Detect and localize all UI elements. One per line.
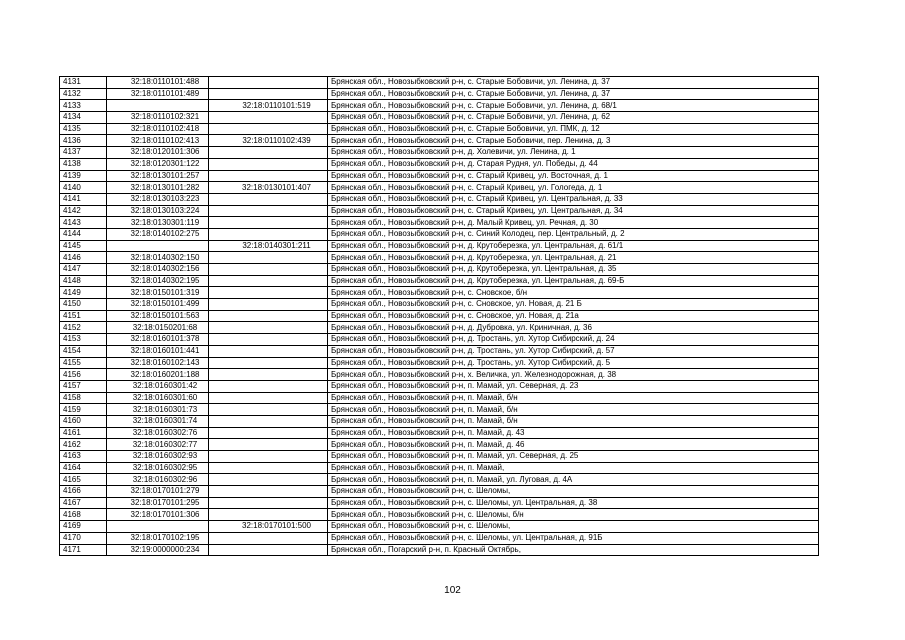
cadastral-number-cell: 32:18:0160301:42: [107, 380, 209, 392]
cadastral-number-cell: 32:18:0160302:76: [107, 427, 209, 439]
address-cell: Брянская обл., Новозыбковский р-н, с. Старые Бобовичи, ул. Ленина, д. 62: [328, 112, 819, 124]
row-number-cell: 4165: [60, 474, 107, 486]
related-cadastral-number-cell: [209, 77, 328, 89]
cadastral-number-cell: 32:18:0120101:306: [107, 147, 209, 159]
address-cell: Брянская обл., Погарский р-н, п. Красный Октябрь,: [328, 544, 819, 556]
address-cell: Брянская обл., Новозыбковский р-н, п. Мамай, ул. Северная, д. 25: [328, 451, 819, 463]
cadastral-number-cell: 32:18:0170101:295: [107, 497, 209, 509]
cadastral-table: [59, 76, 819, 556]
row-number-cell: 4167: [60, 497, 107, 509]
address-cell: Брянская обл., Новозыбковский р-н, с. Старый Кривец, ул. Центральная, д. 33: [328, 193, 819, 205]
cadastral-number-cell: 32:18:0150201:68: [107, 322, 209, 334]
address-cell: Брянская обл., Новозыбковский р-н, д. Малый Кривец, ул. Речная, д. 30: [328, 217, 819, 229]
row-number-cell: 4171: [60, 544, 107, 556]
cadastral-number-cell: 32:18:0160302:95: [107, 462, 209, 474]
related-cadastral-number-cell: [209, 205, 328, 217]
table-row: [60, 112, 819, 124]
row-number-cell: 4166: [60, 486, 107, 498]
table-row: [60, 474, 819, 486]
table-row: [60, 299, 819, 311]
related-cadastral-number-cell: [209, 252, 328, 264]
cadastral-number-cell: 32:18:0160301:74: [107, 415, 209, 427]
cadastral-number-cell: 32:18:0150101:499: [107, 299, 209, 311]
row-number-cell: 4168: [60, 509, 107, 521]
address-cell: Брянская обл., Новозыбковский р-н, с. Шеломы, б/н: [328, 509, 819, 521]
row-number-cell: 4152: [60, 322, 107, 334]
related-cadastral-number-cell: [209, 123, 328, 135]
table-row: [60, 182, 819, 194]
cadastral-number-cell: 32:18:0160301:60: [107, 392, 209, 404]
table-row: [60, 404, 819, 416]
related-cadastral-number-cell: [209, 310, 328, 322]
address-cell: Брянская обл., Новозыбковский р-н, с. Сновское, б/н: [328, 287, 819, 299]
cadastral-number-cell: 32:18:0170101:279: [107, 486, 209, 498]
address-cell: Брянская обл., Новозыбковский р-н, с. Старые Бобовичи, ул. ПМК, д. 12: [328, 123, 819, 135]
cadastral-number-cell: [107, 240, 209, 252]
address-cell: Брянская обл., Новозыбковский р-н, п. Мамай, б/н: [328, 415, 819, 427]
table-row: [60, 123, 819, 135]
address-cell: Брянская обл., Новозыбковский р-н, д. Крутоберезка, ул. Центральная, д. 21: [328, 252, 819, 264]
related-cadastral-number-cell: [209, 392, 328, 404]
address-cell: Брянская обл., Новозыбковский р-н, п. Мамай,: [328, 462, 819, 474]
row-number-cell: 4143: [60, 217, 107, 229]
row-number-cell: 4158: [60, 392, 107, 404]
related-cadastral-number-cell: [209, 451, 328, 463]
table-row: [60, 439, 819, 451]
related-cadastral-number-cell: [209, 147, 328, 159]
row-number-cell: 4131: [60, 77, 107, 89]
row-number-cell: 4160: [60, 415, 107, 427]
related-cadastral-number-cell: [209, 439, 328, 451]
row-number-cell: 4148: [60, 275, 107, 287]
cadastral-number-cell: 32:18:0130301:119: [107, 217, 209, 229]
row-number-cell: 4137: [60, 147, 107, 159]
address-cell: Брянская обл., Новозыбковский р-н, с. Старые Бобовичи, пер. Ленина, д. 3: [328, 135, 819, 147]
related-cadastral-number-cell: 32:18:0140301:211: [209, 240, 328, 252]
related-cadastral-number-cell: [209, 462, 328, 474]
cadastral-number-cell: 32:18:0160101:378: [107, 334, 209, 346]
row-number-cell: 4147: [60, 264, 107, 276]
related-cadastral-number-cell: [209, 264, 328, 276]
address-cell: Брянская обл., Новозыбковский р-н, п. Мамай, ул. Северная, д. 23: [328, 380, 819, 392]
address-cell: Брянская обл., Новозыбковский р-н, п. Мамай, б/н: [328, 404, 819, 416]
table-row: [60, 462, 819, 474]
table-row: [60, 240, 819, 252]
address-cell: Брянская обл., Новозыбковский р-н, д. Старая Рудня, ул. Победы, д. 44: [328, 158, 819, 170]
table-row: [60, 170, 819, 182]
related-cadastral-number-cell: [209, 217, 328, 229]
address-cell: Брянская обл., Новозыбковский р-н, д. Тростань, ул. Хутор Сибирский, д. 24: [328, 334, 819, 346]
table-row: [60, 509, 819, 521]
address-cell: Брянская обл., Новозыбковский р-н, с. Синий Колодец, пер. Центральный, д. 2: [328, 228, 819, 240]
table-row: [60, 193, 819, 205]
related-cadastral-number-cell: [209, 544, 328, 556]
related-cadastral-number-cell: [209, 275, 328, 287]
table-row: [60, 521, 819, 533]
row-number-cell: 4159: [60, 404, 107, 416]
cadastral-number-cell: 32:18:0140302:195: [107, 275, 209, 287]
cadastral-number-cell: 32:18:0140302:156: [107, 264, 209, 276]
address-cell: Брянская обл., Новозыбковский р-н, с. Шеломы,: [328, 521, 819, 533]
address-cell: Брянская обл., Новозыбковский р-н, с. Старые Бобовичи, ул. Ленина, д. 37: [328, 77, 819, 89]
row-number-cell: 4139: [60, 170, 107, 182]
table-row: [60, 544, 819, 556]
cadastral-number-cell: 32:18:0150101:563: [107, 310, 209, 322]
row-number-cell: 4154: [60, 345, 107, 357]
row-number-cell: 4155: [60, 357, 107, 369]
table-row: [60, 252, 819, 264]
cadastral-number-cell: 32:18:0130101:257: [107, 170, 209, 182]
address-cell: Брянская обл., Новозыбковский р-н, д. Холевичи, ул. Ленина, д. 1: [328, 147, 819, 159]
table-row: [60, 158, 819, 170]
address-cell: Брянская обл., Новозыбковский р-н, х. Величка, ул. Железнодорожная, д. 38: [328, 369, 819, 381]
row-number-cell: 4170: [60, 532, 107, 544]
related-cadastral-number-cell: [209, 404, 328, 416]
address-cell: Брянская обл., Новозыбковский р-н, с. Сновское, ул. Новая, д. 21 Б: [328, 299, 819, 311]
related-cadastral-number-cell: [209, 474, 328, 486]
address-cell: Брянская обл., Новозыбковский р-н, с. Старый Кривец, ул. Восточная, д. 1: [328, 170, 819, 182]
address-cell: Брянская обл., Новозыбковский р-н, д. Крутоберезка, ул. Центральная, д. 61/1: [328, 240, 819, 252]
cadastral-number-cell: 32:19:0000000:234: [107, 544, 209, 556]
related-cadastral-number-cell: 32:18:0110101:519: [209, 100, 328, 112]
cadastral-number-cell: 32:18:0130103:224: [107, 205, 209, 217]
related-cadastral-number-cell: [209, 334, 328, 346]
cadastral-number-cell: [107, 100, 209, 112]
cadastral-number-cell: 32:18:0160201:188: [107, 369, 209, 381]
address-cell: Брянская обл., Новозыбковский р-н, п. Мамай, ул. Луговая, д. 4А: [328, 474, 819, 486]
related-cadastral-number-cell: [209, 287, 328, 299]
address-cell: Брянская обл., Новозыбковский р-н, д. Крутоберезка, ул. Центральная, д. 69-Б: [328, 275, 819, 287]
row-number-cell: 4136: [60, 135, 107, 147]
cadastral-number-cell: 32:18:0160301:73: [107, 404, 209, 416]
address-cell: Брянская обл., Новозыбковский р-н, п. Мамай, д. 43: [328, 427, 819, 439]
row-number-cell: 4133: [60, 100, 107, 112]
table-row: [60, 135, 819, 147]
cadastral-number-cell: 32:18:0110102:321: [107, 112, 209, 124]
table-row: [60, 392, 819, 404]
address-cell: Брянская обл., Новозыбковский р-н, п. Мамай, б/н: [328, 392, 819, 404]
table-row: [60, 415, 819, 427]
cadastral-number-cell: 32:18:0130101:282: [107, 182, 209, 194]
table-row: [60, 486, 819, 498]
table-row: [60, 357, 819, 369]
row-number-cell: 4161: [60, 427, 107, 439]
table-row: [60, 334, 819, 346]
related-cadastral-number-cell: [209, 532, 328, 544]
related-cadastral-number-cell: [209, 497, 328, 509]
related-cadastral-number-cell: [209, 369, 328, 381]
row-number-cell: 4164: [60, 462, 107, 474]
cadastral-number-cell: 32:18:0120301:122: [107, 158, 209, 170]
related-cadastral-number-cell: 32:18:0110102:439: [209, 135, 328, 147]
row-number-cell: 4132: [60, 88, 107, 100]
table-row: [60, 264, 819, 276]
cadastral-number-cell: [107, 521, 209, 533]
cadastral-number-cell: 32:18:0160102:143: [107, 357, 209, 369]
address-cell: Брянская обл., Новозыбковский р-н, д. Крутоберезка, ул. Центральная, д. 35: [328, 264, 819, 276]
cadastral-number-cell: 32:18:0140302:150: [107, 252, 209, 264]
cadastral-number-cell: 32:18:0110102:413: [107, 135, 209, 147]
cadastral-number-cell: 32:18:0170102:195: [107, 532, 209, 544]
row-number-cell: 4140: [60, 182, 107, 194]
address-cell: Брянская обл., Новозыбковский р-н, с. Старые Бобовичи, ул. Ленина, д. 37: [328, 88, 819, 100]
table-row: [60, 310, 819, 322]
table-row: [60, 100, 819, 112]
table-row: [60, 497, 819, 509]
cadastral-number-cell: 32:18:0130103:223: [107, 193, 209, 205]
row-number-cell: 4151: [60, 310, 107, 322]
row-number-cell: 4138: [60, 158, 107, 170]
row-number-cell: 4146: [60, 252, 107, 264]
cadastral-number-cell: 32:18:0140102:275: [107, 228, 209, 240]
table-row: [60, 532, 819, 544]
address-cell: Брянская обл., Новозыбковский р-н, д. Тростань, ул. Хутор Сибирский, д. 57: [328, 345, 819, 357]
table-row: [60, 88, 819, 100]
address-cell: Брянская обл., Новозыбковский р-н, с. Шеломы, ул. Центральная, д. 38: [328, 497, 819, 509]
cadastral-number-cell: 32:18:0150101:319: [107, 287, 209, 299]
related-cadastral-number-cell: [209, 299, 328, 311]
cadastral-number-cell: 32:18:0160101:441: [107, 345, 209, 357]
row-number-cell: 4157: [60, 380, 107, 392]
table-row: [60, 451, 819, 463]
related-cadastral-number-cell: [209, 322, 328, 334]
related-cadastral-number-cell: [209, 357, 328, 369]
related-cadastral-number-cell: [209, 88, 328, 100]
related-cadastral-number-cell: [209, 193, 328, 205]
address-cell: Брянская обл., Новозыбковский р-н, с. Шеломы,: [328, 486, 819, 498]
table-row: [60, 345, 819, 357]
table-row: [60, 77, 819, 89]
address-cell: Брянская обл., Новозыбковский р-н, с. Старые Бобовичи, ул. Ленина, д. 68/1: [328, 100, 819, 112]
related-cadastral-number-cell: [209, 509, 328, 521]
related-cadastral-number-cell: [209, 112, 328, 124]
row-number-cell: 4142: [60, 205, 107, 217]
table-row: [60, 275, 819, 287]
address-cell: Брянская обл., Новозыбковский р-н, с. Шеломы, ул. Центральная, д. 91Б: [328, 532, 819, 544]
row-number-cell: 4162: [60, 439, 107, 451]
related-cadastral-number-cell: [209, 380, 328, 392]
related-cadastral-number-cell: [209, 228, 328, 240]
related-cadastral-number-cell: [209, 427, 328, 439]
related-cadastral-number-cell: 32:18:0170101:500: [209, 521, 328, 533]
table-row: [60, 205, 819, 217]
related-cadastral-number-cell: [209, 415, 328, 427]
row-number-cell: 4163: [60, 451, 107, 463]
row-number-cell: 4134: [60, 112, 107, 124]
cadastral-number-cell: 32:18:0160302:93: [107, 451, 209, 463]
address-cell: Брянская обл., Новозыбковский р-н, п. Мамай, д. 46: [328, 439, 819, 451]
row-number-cell: 4144: [60, 228, 107, 240]
related-cadastral-number-cell: [209, 158, 328, 170]
table-row: [60, 217, 819, 229]
table-row: [60, 369, 819, 381]
address-cell: Брянская обл., Новозыбковский р-н, д. Тростань, ул. Хутор Сибирский, д. 5: [328, 357, 819, 369]
row-number-cell: 4145: [60, 240, 107, 252]
row-number-cell: 4141: [60, 193, 107, 205]
row-number-cell: 4150: [60, 299, 107, 311]
cadastral-number-cell: 32:18:0160302:96: [107, 474, 209, 486]
cadastral-number-cell: 32:18:0160302:77: [107, 439, 209, 451]
row-number-cell: 4135: [60, 123, 107, 135]
row-number-cell: 4156: [60, 369, 107, 381]
address-cell: Брянская обл., Новозыбковский р-н, с. Старый Кривец, ул. Центральная, д. 34: [328, 205, 819, 217]
address-cell: Брянская обл., Новозыбковский р-н, д. Дубровка, ул. Криничная, д. 36: [328, 322, 819, 334]
cadastral-number-cell: 32:18:0170101:306: [107, 509, 209, 521]
table-row: [60, 322, 819, 334]
table-row: [60, 427, 819, 439]
row-number-cell: 4149: [60, 287, 107, 299]
address-cell: Брянская обл., Новозыбковский р-н, с. Старый Кривец, ул. Гологеда, д. 1: [328, 182, 819, 194]
related-cadastral-number-cell: [209, 486, 328, 498]
table-row: [60, 380, 819, 392]
page-number: 102: [444, 585, 461, 596]
address-cell: Брянская обл., Новозыбковский р-н, с. Сновское, ул. Новая, д. 21а: [328, 310, 819, 322]
cadastral-number-cell: 32:18:0110101:488: [107, 77, 209, 89]
related-cadastral-number-cell: 32:18:0130101:407: [209, 182, 328, 194]
table-row: [60, 147, 819, 159]
related-cadastral-number-cell: [209, 345, 328, 357]
cadastral-number-cell: 32:18:0110101:489: [107, 88, 209, 100]
table-row: [60, 228, 819, 240]
table-body: [60, 77, 819, 556]
row-number-cell: 4169: [60, 521, 107, 533]
related-cadastral-number-cell: [209, 170, 328, 182]
table-row: [60, 287, 819, 299]
row-number-cell: 4153: [60, 334, 107, 346]
cadastral-number-cell: 32:18:0110102:418: [107, 123, 209, 135]
